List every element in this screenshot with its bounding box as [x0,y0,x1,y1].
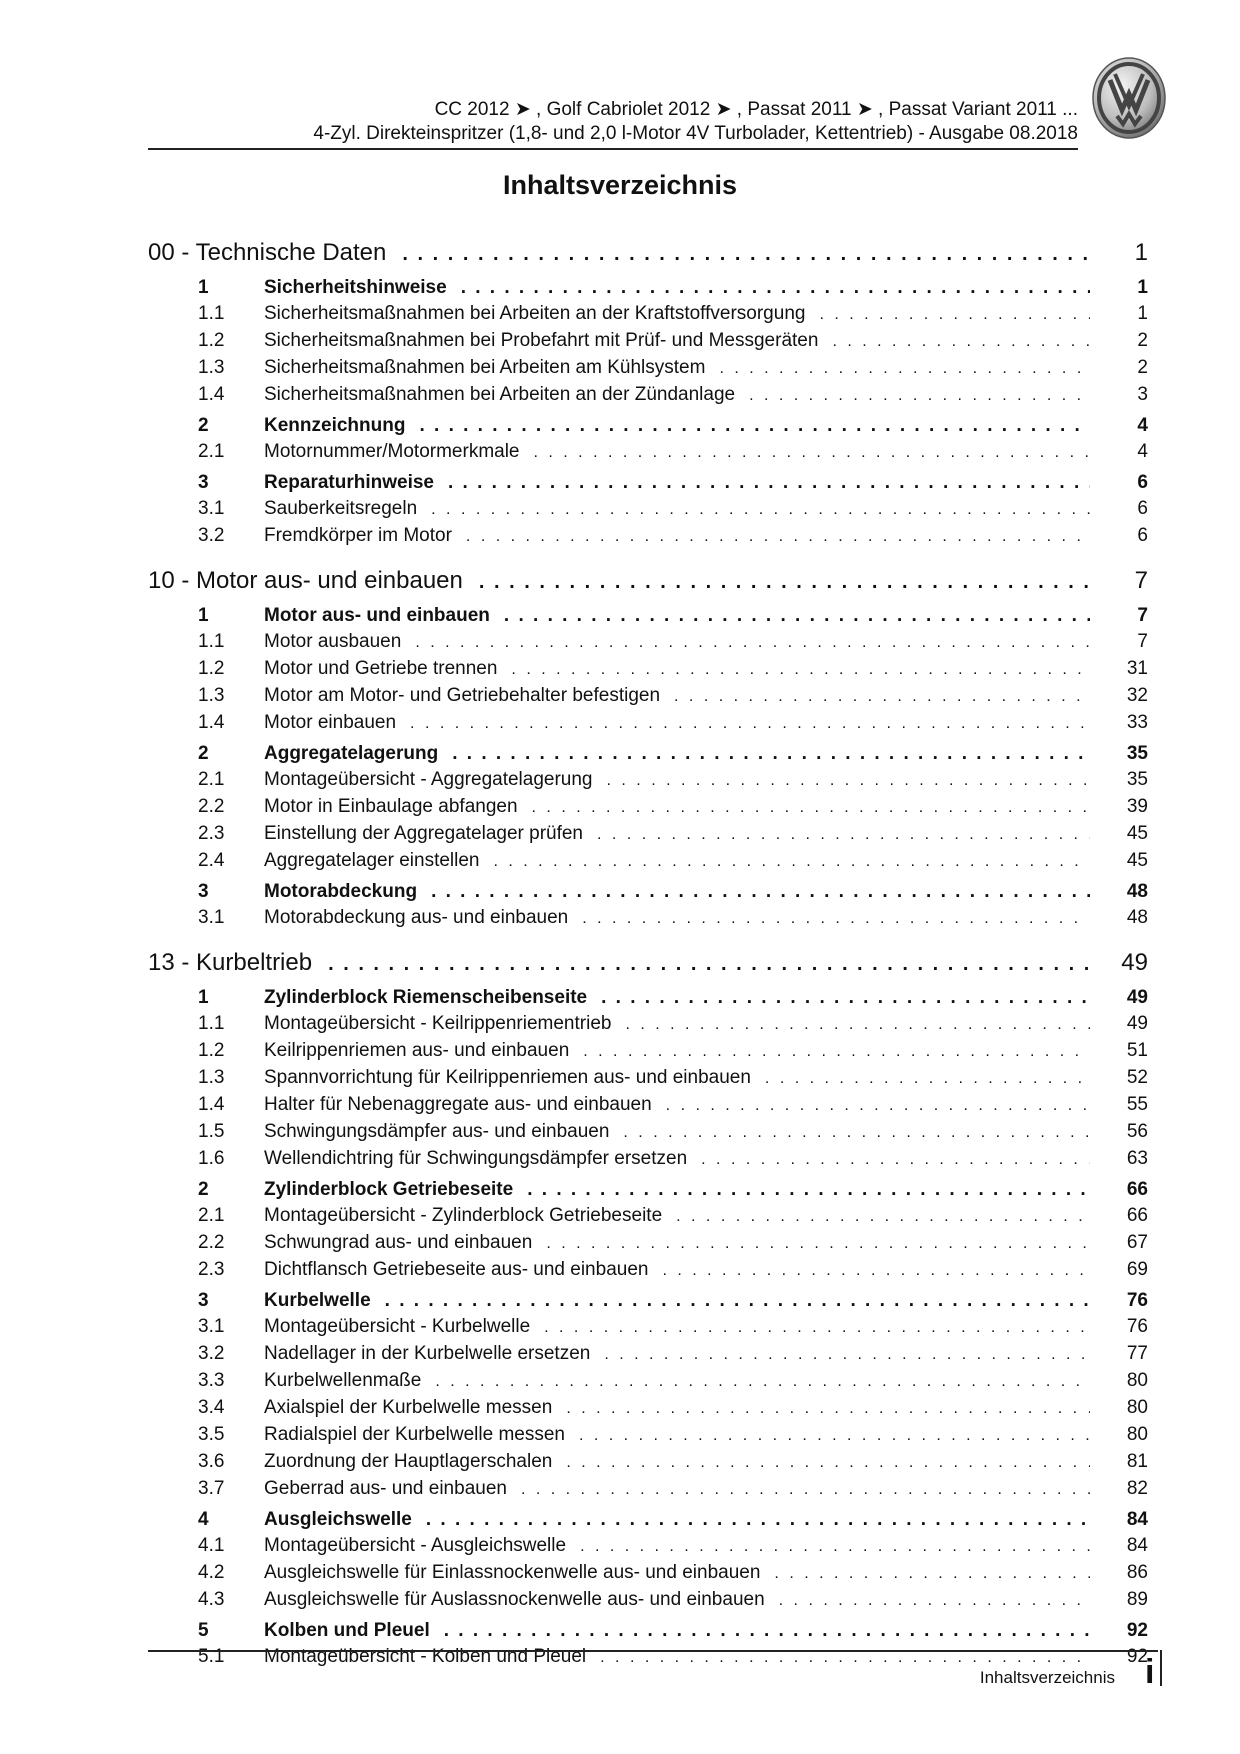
toc-subsection-number: 3.1 [198,907,225,928]
toc-page-number: 77 [1126,1343,1148,1364]
toc-page-number: 35 [1126,769,1148,790]
toc-section-title: Kolben und Pleuel [264,1620,430,1641]
toc-page-number: 7 [1137,605,1148,626]
toc-leader-dots [583,1039,1090,1065]
toc-chapter-entry[interactable] [148,946,1148,981]
toc-subsection-entry[interactable] [148,1314,1148,1341]
toc-subsection-number: 1.3 [198,357,225,378]
toc-section-number: 3 [198,881,209,902]
toc-subsection-title: Einstellung der Aggregatelager prüfen [264,823,584,844]
toc-section [148,1618,1148,1671]
toc-page-number: 7 [1134,567,1148,594]
toc-subsection-entry[interactable] [148,1449,1148,1476]
toc-subsection-title: Sicherheitsmaßnahmen bei Arbeiten an der Zündanlage [264,384,736,405]
toc-page-number: 33 [1126,712,1148,733]
toc-leader-dots [579,1423,1090,1449]
document-header [148,98,1078,146]
toc-section-entry[interactable] [148,1618,1148,1644]
footer-divider [148,1650,1158,1652]
toc-page-number: 80 [1126,1370,1148,1391]
toc-subsection-title: Montageübersicht - Aggregatelagerung [264,769,593,790]
toc-leader-dots [400,237,1090,271]
toc-leader-dots [666,1093,1090,1119]
toc-section-title: Kurbelwelle [264,1290,371,1311]
toc-subsection-number: 2.3 [198,1259,225,1280]
toc-page-number: 3 [1137,384,1148,405]
toc-subsection-title: Motornummer/Motormerkmale [264,441,520,462]
toc-leader-dots [426,1507,1090,1533]
toc-page-number: 76 [1126,1316,1148,1337]
toc-subsection-title: Aggregatelager einstellen [264,850,480,871]
footer-label: Inhaltsverzeichnis [979,1668,1115,1687]
toc-section-entry[interactable] [148,470,1148,496]
toc-page-number: 49 [1126,1013,1148,1034]
toc-page-number: 86 [1126,1562,1148,1583]
toc-page-number: 39 [1126,796,1148,817]
toc-section-number: 3 [198,1290,209,1311]
toc-page-number: 4 [1137,415,1148,436]
toc-subsection-title: Montageübersicht - Kurbelwelle [264,1316,531,1337]
toc-leader-dots [466,524,1090,550]
toc-chapter-entry[interactable] [148,236,1148,271]
toc-subsection-number: 1.4 [198,1094,225,1115]
toc-subsection-title: Spannvorrichtung für Keilrippenriemen aus- und einbauen [264,1067,751,1088]
toc-subsection-number: 3.5 [198,1424,225,1445]
toc-subsection-number: 3.4 [198,1397,225,1418]
toc-leader-dots [774,1561,1090,1587]
toc-subsection-entry[interactable] [148,848,1148,875]
toc-subsection-title: Keilrippenriemen aus- und einbauen [264,1040,570,1061]
toc-section [148,1177,1148,1284]
toc-subsection-title: Montageübersicht - Zylinderblock Getriebeseite [264,1205,663,1226]
toc-subsection-number: 1.6 [198,1148,225,1169]
toc-page-number: 2 [1137,357,1148,378]
toc-leader-dots [625,1012,1090,1038]
toc-subsection-entry[interactable] [148,629,1148,656]
toc-leader-dots [544,1315,1090,1341]
footer-page-number: i [1145,1653,1155,1691]
toc-section [148,1507,1148,1614]
toc-page-number: 1 [1137,303,1148,324]
toc-leader-dots [765,1066,1090,1092]
toc-leader-dots [601,985,1090,1011]
toc-leader-dots [597,822,1090,848]
toc-chapter [148,946,1148,1671]
toc-subsection-entry[interactable] [148,382,1148,409]
toc-subsection-entry[interactable] [148,1257,1148,1284]
toc-page-number: 51 [1126,1040,1148,1061]
toc-subsection-number: 3.1 [198,1316,225,1337]
toc-subsection-entry[interactable] [148,1065,1148,1092]
toc-page-number: 35 [1126,743,1148,764]
toc-subsection-title: Nadellager in der Kurbelwelle ersetzen [264,1343,591,1364]
toc-subsection-title: Geberrad aus- und einbauen [264,1478,507,1499]
header-models: CC 2012 ➤ , Golf Cabriolet 2012 ➤ , Passat 2011 ➤ , Passat Variant 2011 ... [434,99,1078,120]
toc-subsection-entry[interactable] [148,821,1148,848]
toc-leader-dots [532,795,1090,821]
toc-subsection-number: 2.1 [198,1205,225,1226]
toc-page-number: 63 [1126,1148,1148,1169]
toc-page-number: 49 [1121,949,1148,976]
toc-page-number: 92 [1126,1646,1148,1667]
toc-page-number: 66 [1126,1205,1148,1226]
toc-section-number: 2 [198,415,209,436]
toc-leader-dots [410,711,1090,737]
toc-chapter-title: 10 - Motor aus- und einbauen [148,567,463,594]
toc-leader-dots [521,1477,1090,1503]
toc-page-number: 69 [1126,1259,1148,1280]
toc-subsection-entry[interactable] [148,1146,1148,1173]
toc-subsection-number: 4.2 [198,1562,225,1583]
toc-subsection-title: Radialspiel der Kurbelwelle messen [264,1424,565,1445]
toc-section-entry[interactable] [148,1177,1148,1203]
toc-leader-dots [477,565,1090,599]
toc-subsection-number: 3.6 [198,1451,225,1472]
toc-subsection-entry[interactable] [148,1203,1148,1230]
toc-leader-dots [504,603,1090,629]
header-divider [148,148,1078,150]
toc-page-number: 80 [1126,1397,1148,1418]
toc-leader-dots [674,684,1090,710]
toc-leader-dots [604,1342,1090,1368]
toc-page-number: 1 [1134,239,1148,266]
toc-page-number: 67 [1126,1232,1148,1253]
toc-chapter-title: 00 - Technische Daten [148,239,387,266]
toc-subsection-number: 2.2 [198,1232,225,1253]
toc-leader-dots [623,1120,1090,1146]
toc-section [148,413,1148,466]
toc-subsection-title: Wellendichtring für Schwingungsdämpfer ersetzen [264,1148,688,1169]
toc-subsection-entry[interactable] [148,794,1148,821]
toc-section [148,741,1148,875]
toc-page-number: 2 [1137,330,1148,351]
toc-leader-dots [448,470,1090,496]
toc-section [148,470,1148,550]
toc-subsection-title: Ausgleichswelle für Einlassnockenwelle aus- und einbauen [264,1562,761,1583]
toc-page-number: 7 [1137,631,1148,652]
toc-subsection-entry[interactable] [148,710,1148,737]
toc-subsection-entry[interactable] [148,1341,1148,1368]
toc-chapter [148,564,1148,932]
toc-subsection-entry[interactable] [148,1587,1148,1614]
toc-page-number: 66 [1126,1179,1148,1200]
toc-section-entry[interactable] [148,985,1148,1011]
toc-subsection-entry[interactable] [148,1011,1148,1038]
toc-subsection-number: 1.1 [198,631,225,652]
toc-subsection-entry[interactable] [148,301,1148,328]
toc-page-number: 84 [1126,1535,1148,1556]
toc-page-number: 48 [1126,881,1148,902]
toc-subsection-number: 2.1 [198,441,225,462]
toc-subsection-title: Motor und Getriebe trennen [264,658,498,679]
toc-subsection-title: Halter für Nebenaggregate aus- und einbauen [264,1094,652,1115]
toc-subsection-entry[interactable] [148,1038,1148,1065]
toc-chapter [148,236,1148,550]
toc-section-title: Sicherheitshinweise [264,277,447,298]
toc-section-title: Ausgleichswelle [264,1509,412,1530]
toc-page-number: 1 [1137,277,1148,298]
toc-page-number: 92 [1126,1620,1148,1641]
toc-subsection-number: 3.7 [198,1478,225,1499]
toc-subsection-entry[interactable] [148,328,1148,355]
toc-subsection-entry[interactable] [148,1476,1148,1503]
toc-section [148,275,1148,409]
page-title: Inhaltsverzeichnis [502,170,738,200]
toc-page-number: 81 [1126,1451,1148,1472]
toc-leader-dots [580,1534,1090,1560]
toc-page-number: 45 [1126,850,1148,871]
toc-leader-dots [607,768,1090,794]
toc-section-title: Reparaturhinweise [264,472,434,493]
toc-subsection-entry[interactable] [148,1533,1148,1560]
toc-subsection-title: Montageübersicht - Keilrippenriementrieb [264,1013,612,1034]
toc-section-number: 1 [198,987,209,1008]
toc-subsection-title: Motor in Einbaulage abfangen [264,796,518,817]
toc-section-title: Zylinderblock Getriebeseite [264,1179,514,1200]
toc-leader-dots [494,849,1091,875]
toc-subsection-entry[interactable] [148,656,1148,683]
toc-page-number: 48 [1126,907,1148,928]
toc-page-number: 76 [1126,1290,1148,1311]
toc-subsection-number: 1.1 [198,1013,225,1034]
toc-subsection-number: 4.3 [198,1589,225,1610]
toc-subsection-entry[interactable] [148,355,1148,382]
toc-section-number: 1 [198,277,209,298]
toc-section-number: 2 [198,1179,209,1200]
toc-subsection-title: Schwungrad aus- und einbauen [264,1232,533,1253]
toc-page-number: 52 [1126,1067,1148,1088]
toc-leader-dots [662,1258,1090,1284]
toc-leader-dots [566,1450,1090,1476]
toc-subsection-entry[interactable] [148,767,1148,794]
toc-subsection-title: Motor ausbauen [264,631,402,652]
toc-subsection-number: 1.4 [198,712,225,733]
toc-subsection-entry[interactable] [148,1119,1148,1146]
toc-leader-dots [385,1288,1090,1314]
toc-subsection-number: 1.2 [198,1040,225,1061]
toc-section [148,985,1148,1173]
toc-subsection-entry[interactable] [148,1230,1148,1257]
toc-leader-dots [676,1204,1090,1230]
toc-subsection-entry[interactable] [148,496,1148,523]
toc-subsection-title: Kurbelwellenmaße [264,1370,422,1391]
toc-subsection-title: Axialspiel der Kurbelwelle messen [264,1397,553,1418]
toc-subsection-title: Schwingungsdämpfer aus- und einbauen [264,1121,610,1142]
toc-section-entry[interactable] [148,413,1148,439]
toc-subsection-entry[interactable] [148,905,1148,932]
toc-subsection-number: 3.1 [198,498,225,519]
toc-page-number: 45 [1126,823,1148,844]
vw-logo-icon [1091,56,1167,140]
toc-leader-dots [452,741,1090,767]
toc-section [148,1288,1148,1503]
toc-section-title: Zylinderblock Riemenscheibenseite [264,987,588,1008]
toc-subsection-title: Sicherheitsmaßnahmen bei Arbeiten am Kühlsystem [264,357,706,378]
toc-section-entry[interactable] [148,1507,1148,1533]
toc-page-number: 55 [1126,1094,1148,1115]
toc-section-entry[interactable] [148,1288,1148,1314]
toc-section-number: 3 [198,472,209,493]
toc-subsection-title: Sicherheitsmaßnahmen bei Probefahrt mit Prüf- und Messgeräten [264,330,819,351]
toc-subsection-title: Ausgleichswelle für Auslassnockenwelle aus- und einbauen [264,1589,765,1610]
toc-subsection-number: 1.4 [198,384,225,405]
toc-section [148,603,1148,737]
footer-vertical-rule [1160,1650,1162,1686]
toc-subsection-number: 3.3 [198,1370,225,1391]
toc-subsection-title: Motorabdeckung aus- und einbauen [264,907,569,928]
toc-subsection-entry[interactable] [148,683,1148,710]
toc-leader-dots [546,1231,1090,1257]
toc-page-number: 49 [1126,987,1148,1008]
toc-subsection-number: 2.4 [198,850,225,871]
toc-section-title: Motor aus- und einbauen [264,605,490,626]
toc-chapter-title: 13 - Kurbeltrieb [148,949,313,976]
toc-leader-dots [582,906,1090,932]
toc-section-entry[interactable] [148,879,1148,905]
toc-subsection-number: 1.2 [198,330,225,351]
toc-leader-dots [534,440,1091,466]
toc-section-entry[interactable] [148,741,1148,767]
toc-subsection-number: 1.3 [198,685,225,706]
toc-subsection-title: Zuordnung der Hauptlagerschalen [264,1451,553,1472]
toc-subsection-entry[interactable] [148,1422,1148,1449]
toc-page-number: 4 [1137,441,1148,462]
toc-leader-dots [444,1618,1090,1644]
toc-subsection-title: Motor einbauen [264,712,397,733]
toc-leader-dots [527,1177,1090,1203]
toc-leader-dots [511,657,1090,683]
toc-subsection-entry[interactable] [148,439,1148,466]
toc-leader-dots [779,1588,1090,1614]
table-of-contents [148,236,1148,1671]
toc-leader-dots [461,275,1090,301]
header-engine: 4-Zyl. Direkteinspritzer (1,8- und 2,0 l-Motor 4V Turbolader, Kettentrieb) - Ausgabe 08.2018 [313,123,1078,144]
toc-leader-dots [431,879,1090,905]
toc-page-number: 82 [1126,1478,1148,1499]
toc-section [148,879,1148,932]
toc-chapter-entry[interactable] [148,564,1148,599]
toc-subsection-number: 1.5 [198,1121,225,1142]
toc-subsection-title: Montageübersicht - Ausgleichswelle [264,1535,567,1556]
toc-leader-dots [701,1147,1090,1173]
toc-section-number: 4 [198,1509,209,1530]
toc-leader-dots [819,302,1090,328]
toc-leader-dots [719,356,1090,382]
toc-subsection-number: 1.2 [198,658,225,679]
toc-subsection-number: 4.1 [198,1535,225,1556]
toc-page-number: 6 [1137,525,1148,546]
toc-subsection-entry[interactable] [148,1644,1148,1671]
toc-section-title: Motorabdeckung [264,881,418,902]
toc-section-number: 2 [198,743,209,764]
toc-leader-dots [749,383,1090,409]
toc-subsection-number: 2.3 [198,823,225,844]
toc-subsection-title: Sicherheitsmaßnahmen bei Arbeiten an der Kraftstoffversorgung [264,303,806,324]
toc-page-number: 89 [1126,1589,1148,1610]
toc-subsection-title: Fremdkörper im Motor [264,525,452,546]
toc-leader-dots [435,1369,1090,1395]
toc-subsection-entry[interactable] [148,1395,1148,1422]
toc-page-number: 32 [1126,685,1148,706]
toc-page-number: 80 [1126,1424,1148,1445]
toc-section-entry[interactable] [148,275,1148,301]
toc-page-number: 6 [1137,498,1148,519]
toc-subsection-title: Sauberkeitsregeln [264,498,418,519]
toc-page-number: 84 [1126,1509,1148,1530]
toc-subsection-entry[interactable] [148,1368,1148,1395]
toc-subsection-entry[interactable] [148,1092,1148,1119]
toc-section-number: 1 [198,605,209,626]
toc-leader-dots [415,630,1090,656]
toc-subsection-title: Dichtflansch Getriebeseite aus- und einbauen [264,1259,649,1280]
toc-subsection-number: 1.1 [198,303,225,324]
toc-subsection-number: 5.1 [198,1646,225,1667]
toc-page-number: 56 [1126,1121,1148,1142]
toc-subsection-title: Montageübersicht - Kolben und Pleuel [264,1646,587,1667]
toc-section-entry[interactable] [148,603,1148,629]
toc-subsection-number: 3.2 [198,525,225,546]
toc-subsection-number: 3.2 [198,1343,225,1364]
toc-page-number: 6 [1137,472,1148,493]
toc-section-title: Kennzeichnung [264,415,406,436]
toc-subsection-entry[interactable] [148,1560,1148,1587]
toc-leader-dots [832,329,1090,355]
toc-subsection-number: 2.2 [198,796,225,817]
toc-leader-dots [326,947,1090,981]
toc-subsection-title: Motor am Motor- und Getriebehalter befestigen [264,685,661,706]
toc-subsection-number: 2.1 [198,769,225,790]
toc-section-title: Aggregatelagerung [264,743,439,764]
toc-leader-dots [419,413,1090,439]
toc-leader-dots [566,1396,1090,1422]
toc-leader-dots [431,497,1090,523]
toc-section-number: 5 [198,1620,209,1641]
toc-page-number: 31 [1126,658,1148,679]
toc-subsection-number: 1.3 [198,1067,225,1088]
toc-subsection-entry[interactable] [148,523,1148,550]
